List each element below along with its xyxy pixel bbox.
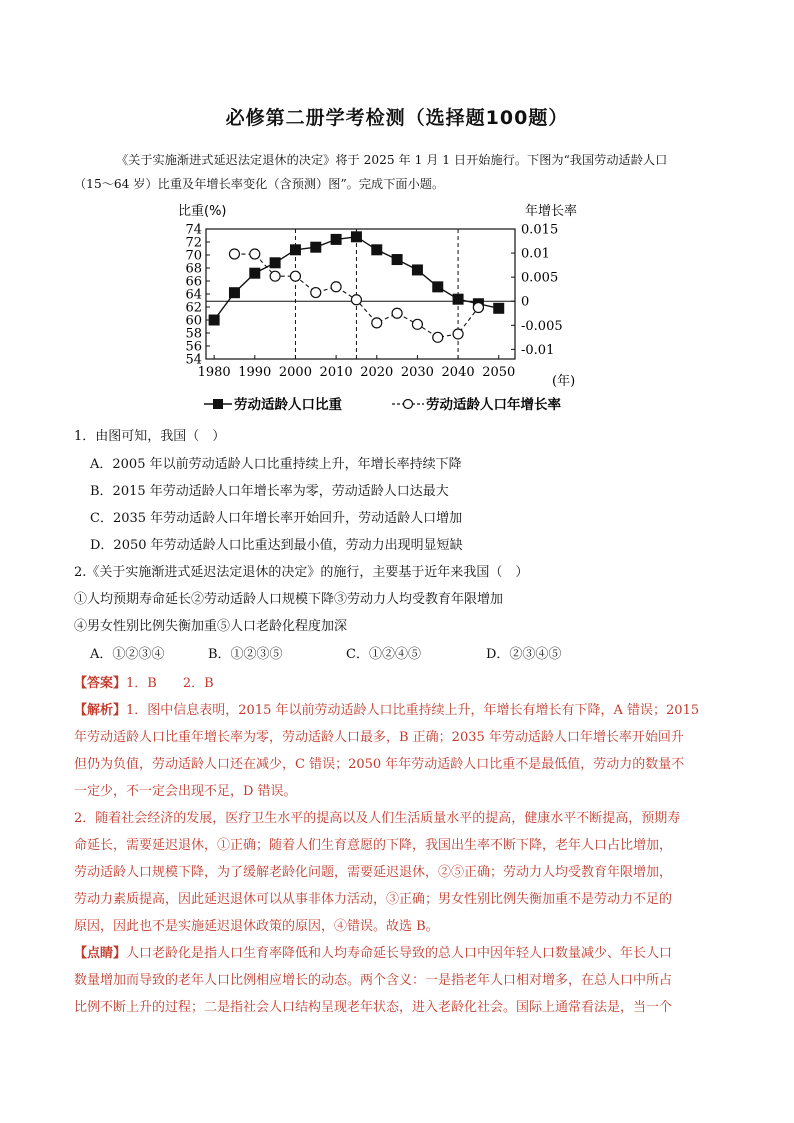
chart-legend bbox=[204, 396, 561, 413]
q2-option-b: B．①②③⑤ bbox=[208, 647, 283, 662]
left-tick-label: 60 bbox=[185, 313, 202, 329]
growth-point-2005 bbox=[311, 288, 321, 298]
population-chart bbox=[170, 203, 610, 419]
x-tick-label: 1980 bbox=[197, 365, 231, 380]
q2-option-a: A．①②③④ bbox=[90, 647, 165, 662]
q1-stem: 1．由图可知，我国（ ） bbox=[74, 429, 226, 444]
x-tick-label: 2010 bbox=[319, 365, 353, 380]
ratio-point-2010 bbox=[331, 234, 342, 245]
growth-point-2035 bbox=[433, 332, 443, 342]
left-tick-label: 56 bbox=[185, 339, 202, 355]
answer-tag: 【答案】 bbox=[74, 676, 127, 691]
plot-frame bbox=[206, 229, 515, 359]
right-tick-label: 0 bbox=[521, 294, 530, 310]
left-tick-label: 62 bbox=[185, 300, 202, 316]
growth-point-2045 bbox=[473, 302, 483, 312]
analysis-line-4: 一定少，不一定会出现不足，D 错误。 bbox=[74, 784, 297, 799]
ratio-point-1980 bbox=[209, 315, 220, 326]
right-tick-label: 0.01 bbox=[521, 246, 550, 262]
left-tick-label: 72 bbox=[185, 235, 202, 251]
right-tick-label: -0.01 bbox=[521, 342, 555, 358]
q1-option-a: A．2005 年以前劳动适龄人口比重持续上升，年增长率持续下降 bbox=[90, 457, 462, 472]
growth-point-2030 bbox=[412, 319, 422, 329]
left-axis-label: 比重(%) bbox=[178, 204, 227, 219]
ratio-point-1985 bbox=[229, 287, 240, 298]
ratio-point-2035 bbox=[432, 281, 443, 292]
analysis-line-8: 劳动力素质提高，因此延迟退休可以从事非体力活动，③正确；男女性别比例失衡加重不是劳动力不足的 bbox=[74, 892, 673, 907]
point-tag: 【点睛】 bbox=[74, 946, 127, 961]
right-tick-label: 0.015 bbox=[521, 222, 559, 238]
right-axis-label: 年增长率 bbox=[525, 204, 578, 219]
growth-point-2010 bbox=[331, 282, 341, 292]
analysis-line-3: 但仍为负值，劳动适龄人口还在减少，C 错误；2050 年年劳动适龄人口比重不是最低值，劳动力的数量不 bbox=[74, 757, 685, 772]
ratio-point-2005 bbox=[310, 242, 321, 253]
left-tick-label: 66 bbox=[185, 274, 202, 290]
q2-items-line-2: ④男女性别比例失衡加重⑤人口老龄化程度加深 bbox=[74, 619, 348, 634]
q1-option-b: B．2015 年劳动适龄人口年增长率为零，劳动适龄人口达最大 bbox=[90, 484, 449, 499]
analysis-line-5: 2．随着社会经济的发展，医疗卫生水平的提高以及人们生活质量水平的提高，健康水平不断提高，预期寿 bbox=[74, 811, 681, 826]
ratio-point-2020 bbox=[371, 244, 382, 255]
growth-point-2025 bbox=[392, 308, 402, 318]
ratio-point-2015 bbox=[351, 231, 362, 242]
page-title: 必修第二册学考检测（选择题100题） bbox=[225, 107, 569, 129]
growth-point-1995 bbox=[270, 271, 280, 281]
analysis-line-9: 原因，因此也不是实施延迟退休政策的原因，④错误。故选 B。 bbox=[74, 919, 439, 934]
growth-point-1985 bbox=[229, 249, 239, 259]
x-tick-label: 2050 bbox=[482, 365, 516, 380]
right-tick-label: 0.005 bbox=[521, 270, 559, 286]
ratio-point-1990 bbox=[249, 268, 260, 279]
analysis-line-7: 劳动适龄人口规模下降，为了缓解老龄化问题，需要延迟退休，②⑤正确；劳动力人均受教育年限增加， bbox=[74, 865, 673, 880]
growth-point-2040 bbox=[453, 329, 463, 339]
ratio-point-2025 bbox=[392, 254, 403, 265]
x-tick-label: 2030 bbox=[400, 365, 434, 380]
growth-point-2015 bbox=[351, 295, 361, 305]
left-tick-label: 74 bbox=[185, 222, 202, 238]
left-tick-label: 68 bbox=[185, 261, 202, 277]
q2-stem: 2.《关于实施渐进式延迟法定退休的决定》的施行，主要基于近年来我国（ ） bbox=[74, 565, 529, 580]
growth-point-1990 bbox=[250, 249, 260, 259]
x-tick-label: 1990 bbox=[238, 365, 272, 380]
q1-option-c: C．2035 年劳动适龄人口年增长率开始回升，劳动适龄人口增加 bbox=[90, 511, 463, 526]
growth-point-2000 bbox=[290, 271, 300, 281]
q1-option-d: D．2050 年劳动适龄人口比重达到最小值，劳动力出现明显短缺 bbox=[90, 538, 463, 553]
x-axis-label: (年) bbox=[552, 374, 576, 389]
left-tick-label: 64 bbox=[185, 287, 202, 303]
analysis-tag: 【解析】 bbox=[74, 703, 127, 718]
analysis-line-2: 年劳动适龄人口比重年增长率为零，劳动适龄人口最多，B 正确；2035 年劳动适龄人口年增长率开始回升 bbox=[74, 730, 684, 745]
legend-label-growth: 劳动适龄人口年增长率 bbox=[426, 397, 561, 413]
legend-square-marker bbox=[213, 399, 223, 409]
ratio-point-2000 bbox=[290, 244, 301, 255]
answer-text: 1．B 2．B bbox=[126, 676, 214, 691]
ratio-point-2050 bbox=[493, 303, 504, 314]
left-tick-label: 70 bbox=[185, 248, 202, 264]
q2-option-d: D．②③④⑤ bbox=[486, 647, 562, 662]
ratio-point-1995 bbox=[270, 257, 281, 268]
left-tick-label: 58 bbox=[185, 326, 202, 342]
analysis-line-1: 【解析】1．图中信息表明，2015 年以前劳动适龄人口比重持续上升，年增长有增长有下降，A 错误；2015 bbox=[74, 703, 700, 718]
x-tick-label: 2000 bbox=[278, 365, 312, 380]
growth-point-2020 bbox=[372, 318, 382, 328]
q2-items-line-1: ①人均预期寿命延长②劳动适龄人口规模下降③劳动力人均受教育年限增加 bbox=[74, 592, 504, 607]
x-tick-label: 2020 bbox=[360, 365, 394, 380]
left-tick-label: 54 bbox=[185, 352, 202, 368]
right-tick-label: -0.005 bbox=[521, 318, 563, 334]
intro-line-2: （15～64 岁）比重及年增长率变化（含预测）图”。完成下面小题。 bbox=[74, 177, 445, 191]
ratio-point-2040 bbox=[453, 294, 464, 305]
point-line-2: 数量增加而导致的老年人口比例相应增长的动态。两个含义：一是指老年人口相对增多，在总人口中所占 bbox=[74, 973, 673, 988]
ratio-point-2030 bbox=[412, 264, 423, 275]
legend-label-ratio: 劳动适龄人口比重 bbox=[234, 397, 342, 413]
x-tick-label: 2040 bbox=[441, 365, 475, 380]
intro-paragraph bbox=[74, 148, 724, 196]
answer-line bbox=[74, 674, 214, 694]
intro-line-1: 《关于实施渐进式延迟法定退休的决定》将于 2025 年 1 月 1 日开始施行。下图为“我国劳动适龄人口 bbox=[116, 153, 668, 167]
q2-option-c: C．①②④⑤ bbox=[346, 647, 421, 662]
point-line-1: 【点睛】人口老龄化是指人口生育率降低和人均寿命延长导致的总人口中因年轻人口数量减少、年长人口 bbox=[74, 946, 673, 961]
legend-circle-marker bbox=[404, 400, 413, 409]
analysis-line-6: 命延长，需要延迟退休，①正确；随着人们生育意愿的下降，我国出生率不断下降，老年人口占比增加， bbox=[74, 838, 673, 853]
point-line-3: 比例不断上升的过程；二是指社会人口结构呈现老年状态，进入老龄化社会。国际上通常看法是，当一个 bbox=[74, 1000, 673, 1015]
